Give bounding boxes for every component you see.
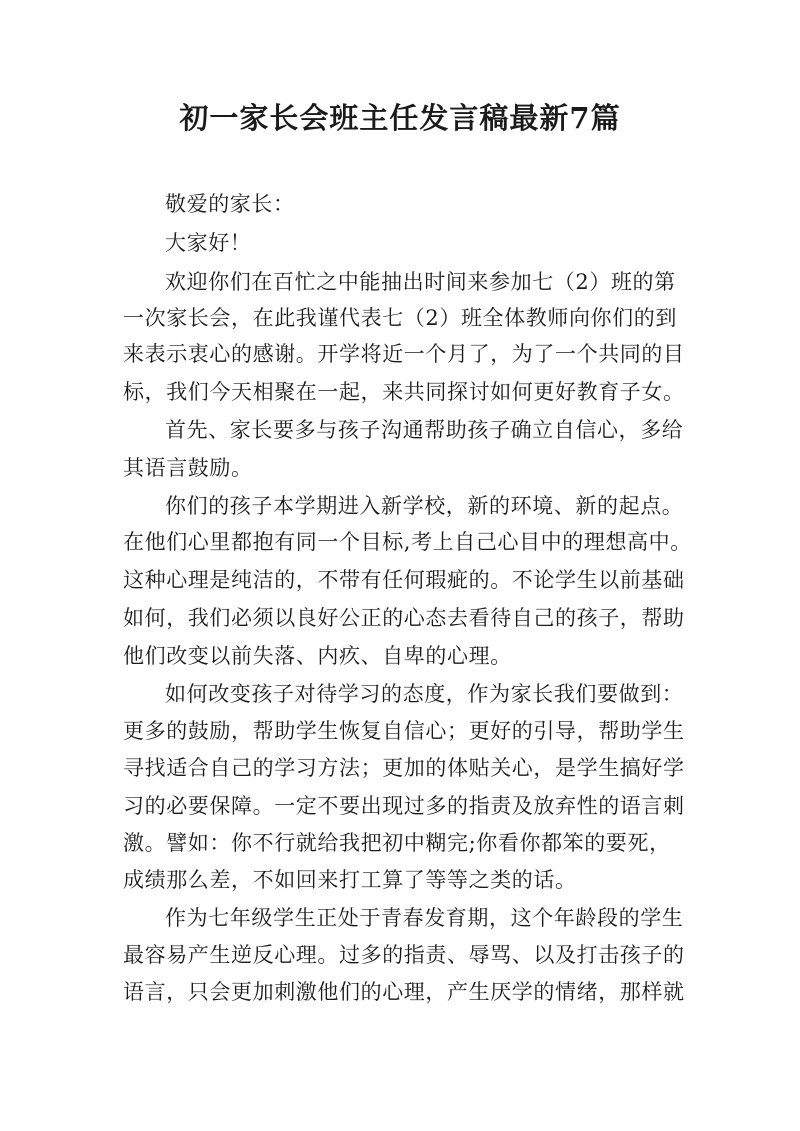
paragraph-line: 语言，只会更加刺激他们的心理，产生厌学的情绪，那样就 [123,980,685,1004]
paragraph-line: 其语言鼓励。 [123,456,253,480]
salutation-line: 大家好！ [165,231,252,255]
paragraph-line: 寻找适合自己的学习方法；更加的体贴关心，是学生搞好学 [123,756,685,780]
paragraph-line: 这种心理是纯洁的，不带有任何瑕疵的。不论学生以前基础 [123,568,685,592]
paragraph-line: 成绩那么差，不如回来打工算了等等之类的话。 [123,868,577,892]
paragraph-line: 你们的孩子本学期进入新学校，新的环境、新的起点。 [165,494,684,518]
document-title: 初一家长会班主任发言稿最新7篇 [179,101,621,135]
paragraph-line: 习的必要保障。一定不要出现过多的指责及放弃性的语言刺 [123,794,685,818]
greeting-line: 敬爱的家长： [165,192,295,216]
paragraph-line: 标，我们今天相聚在一起，来共同探讨如何更好教育子女。 [123,380,685,404]
paragraph-line: 如何，我们必须以良好公正的心态去看待自己的孩子，帮助 [123,606,685,630]
paragraph-line: 首先、家长要多与孩子沟通帮助孩子确立自信心，多给 [165,418,684,442]
paragraph-line: 一次家长会，在此我谨代表七（2）班全体教师向你们的到 [123,306,677,330]
paragraph-line: 欢迎你们在百忙之中能抽出时间来参加七（2）班的第 [165,270,676,294]
paragraph-line: 作为七年级学生正处于青春发育期，这个年龄段的学生 [165,906,684,930]
paragraph-line: 来表示衷心的感谢。开学将近一个月了，为了一个共同的目 [123,342,685,366]
paragraph-line: 激。譬如：你不行就给我把初中糊完;你看你都笨的要死， [123,831,671,855]
paragraph-line: 更多的鼓励，帮助学生恢复自信心；更好的引导，帮助学生 [123,719,685,743]
paragraph-line: 在他们心里都抱有同一个目标,考上自己心目中的理想高中。 [123,530,692,554]
paragraph-line: 他们改变以前失落、内疚、自卑的心理。 [123,644,512,668]
paragraph-line: 最容易产生逆反心理。过多的指责、辱骂、以及打击孩子的 [123,943,685,967]
paragraph-line: 如何改变孩子对待学习的态度，作为家长我们要做到： [165,682,684,706]
